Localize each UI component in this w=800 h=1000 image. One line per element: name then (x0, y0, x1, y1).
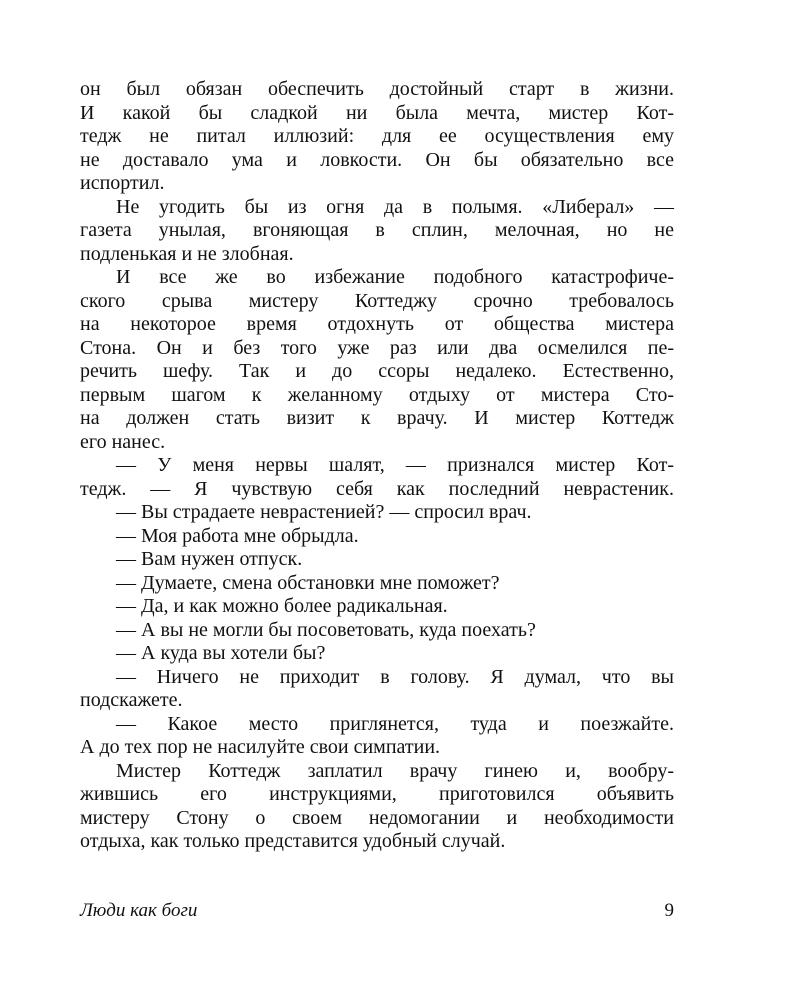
paragraph (80, 619, 674, 643)
text-line: Не угодить бы из огня да в полымя. «Либерал» — (116, 195, 674, 218)
paragraph (80, 572, 674, 596)
text-line: первым шагом к желанному отдыху от мистера Сто- (80, 383, 674, 406)
paragraph (80, 196, 674, 267)
text-line: — Какое место приглянется, туда и поезжайте. (116, 712, 674, 735)
text-line: — Думаете, смена обстановки мне поможет? (116, 571, 500, 594)
paragraph (80, 548, 674, 572)
paragraph (80, 760, 674, 854)
running-title: Люди как боги (80, 900, 198, 921)
text-line: его нанес. (80, 430, 166, 453)
text-line: мистеру Стону о своем недомогании и необходимости (80, 806, 674, 829)
text-line: ского срыва мистеру Коттеджу срочно требовалось (80, 289, 674, 312)
paragraph (80, 525, 674, 549)
text-line: испортил. (80, 172, 165, 194)
text-line: на некоторое время отдохнуть от общества мистера (80, 313, 674, 335)
page-footer (80, 898, 674, 924)
paragraph (80, 595, 674, 619)
text-line: — У меня нервы шалят, — признался мистер Кот- (116, 454, 674, 476)
text-line: — А куда вы хотели бы? (116, 642, 326, 664)
text-line: подленькая и не злобная. (80, 242, 294, 265)
text-line: тедж. — Я чувствую себя как последний неврастеник. (80, 477, 674, 500)
text-line: — Вам нужен отпуск. (116, 548, 303, 570)
text-line: газета унылая, вгоняющая в сплин, мелочная, но не (80, 219, 674, 241)
text-line: И все же во избежание подобного катастрофиче- (116, 266, 674, 288)
text-line: тедж не питал иллюзий: для ее осуществления ему (80, 125, 674, 147)
text-line: отдыха, как только представится удобный случай. (80, 830, 506, 852)
text-line: — Ничего не приходит в голову. Я думал, что вы (116, 665, 674, 688)
page-text-body (80, 78, 674, 854)
text-line: Стона. Он и без того уже раз или два осмелился пе- (80, 336, 674, 359)
text-line: подскажете. (80, 689, 183, 711)
text-line: А до тех пор не насилуйте свои симпатии. (80, 736, 441, 758)
text-line: на должен стать визит к врачу. И мистер Коттедж (80, 407, 674, 429)
text-line: жившись его инструкциями, приготовился объявить (80, 783, 674, 805)
paragraph (80, 454, 674, 501)
text-line: Мистер Коттедж заплатил врачу гинею и, вообру- (116, 759, 674, 782)
paragraph (80, 642, 674, 666)
text-line: — Вы страдаете неврастенией? — спросил врач. (116, 501, 532, 523)
paragraph (80, 501, 674, 525)
page-number: 9 (664, 900, 674, 921)
text-line: — А вы не могли бы посоветовать, куда поехать? (116, 618, 536, 641)
paragraph (80, 666, 674, 713)
text-line: речить шефу. Так и до ссоры недалеко. Естественно, (80, 360, 674, 382)
paragraph (80, 266, 674, 454)
text-line: И какой бы сладкой ни была мечта, мистер Кот- (80, 101, 674, 124)
text-line: — Да, и как можно более радикальная. (116, 595, 448, 617)
text-line: не доставало ума и ловкости. Он бы обязательно все (80, 148, 674, 171)
paragraph (80, 78, 674, 196)
text-line: он был обязан обеспечить достойный старт в жизни. (80, 78, 674, 100)
paragraph (80, 713, 674, 760)
text-line: — Моя работа мне обрыдла. (116, 524, 359, 547)
